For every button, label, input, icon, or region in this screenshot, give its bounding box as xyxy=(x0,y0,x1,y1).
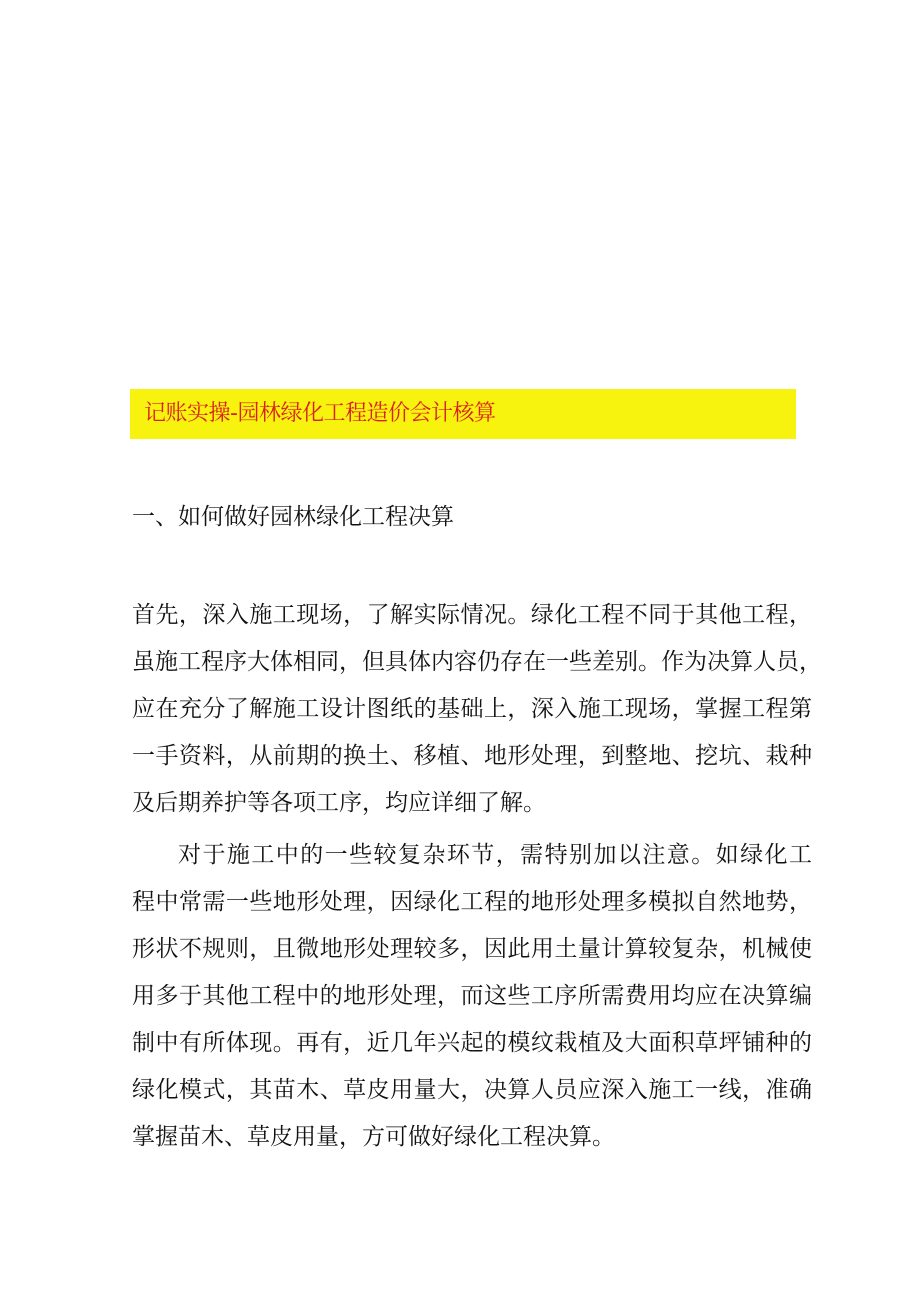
paragraph-1 xyxy=(132,592,822,827)
paragraph-line: 对于施工中的一些较复杂环节，需特别加以注意。如绿化工 xyxy=(178,842,812,868)
paragraph-line: 虽施工程序大体相同，但具体内容仍存在一些差别。作为决算人员， xyxy=(132,649,822,675)
paragraph-2 xyxy=(132,832,812,1161)
paragraph-line: 及后期养护等各项工序，均应详细了解。 xyxy=(132,790,546,816)
document-title: 记账实操-园林绿化工程造价会计核算 xyxy=(144,401,496,426)
title-banner xyxy=(130,389,796,439)
paragraph-line: 掌握苗木、草皮用量，方可做好绿化工程决算。 xyxy=(132,1124,615,1150)
paragraph-line: 制中有所体现。再有，近几年兴起的模纹栽植及大面积草坪铺种的 xyxy=(132,1030,812,1056)
paragraph-line: 应在充分了解施工设计图纸的基础上，深入施工现场，掌握工程第 xyxy=(132,696,812,722)
section-heading: 一、如何做好园林绿化工程决算 xyxy=(132,504,454,530)
paragraph-line: 形状不规则，且微地形处理较多，因此用土量计算较复杂，机械使 xyxy=(132,936,812,962)
paragraph-line: 首先，深入施工现场，了解实际情况。绿化工程不同于其他工程， xyxy=(132,602,812,628)
paragraph-line: 用多于其他工程中的地形处理，而这些工序所需费用均应在决算编 xyxy=(132,983,812,1009)
paragraph-line: 程中常需一些地形处理，因绿化工程的地形处理多模拟自然地势， xyxy=(132,889,812,915)
paragraph-line: 绿化模式，其苗木、草皮用量大，决算人员应深入施工一线，准确 xyxy=(132,1077,812,1103)
paragraph-line: 一手资料，从前期的换土、移植、地形处理，到整地、挖坑、栽种 xyxy=(132,743,812,769)
